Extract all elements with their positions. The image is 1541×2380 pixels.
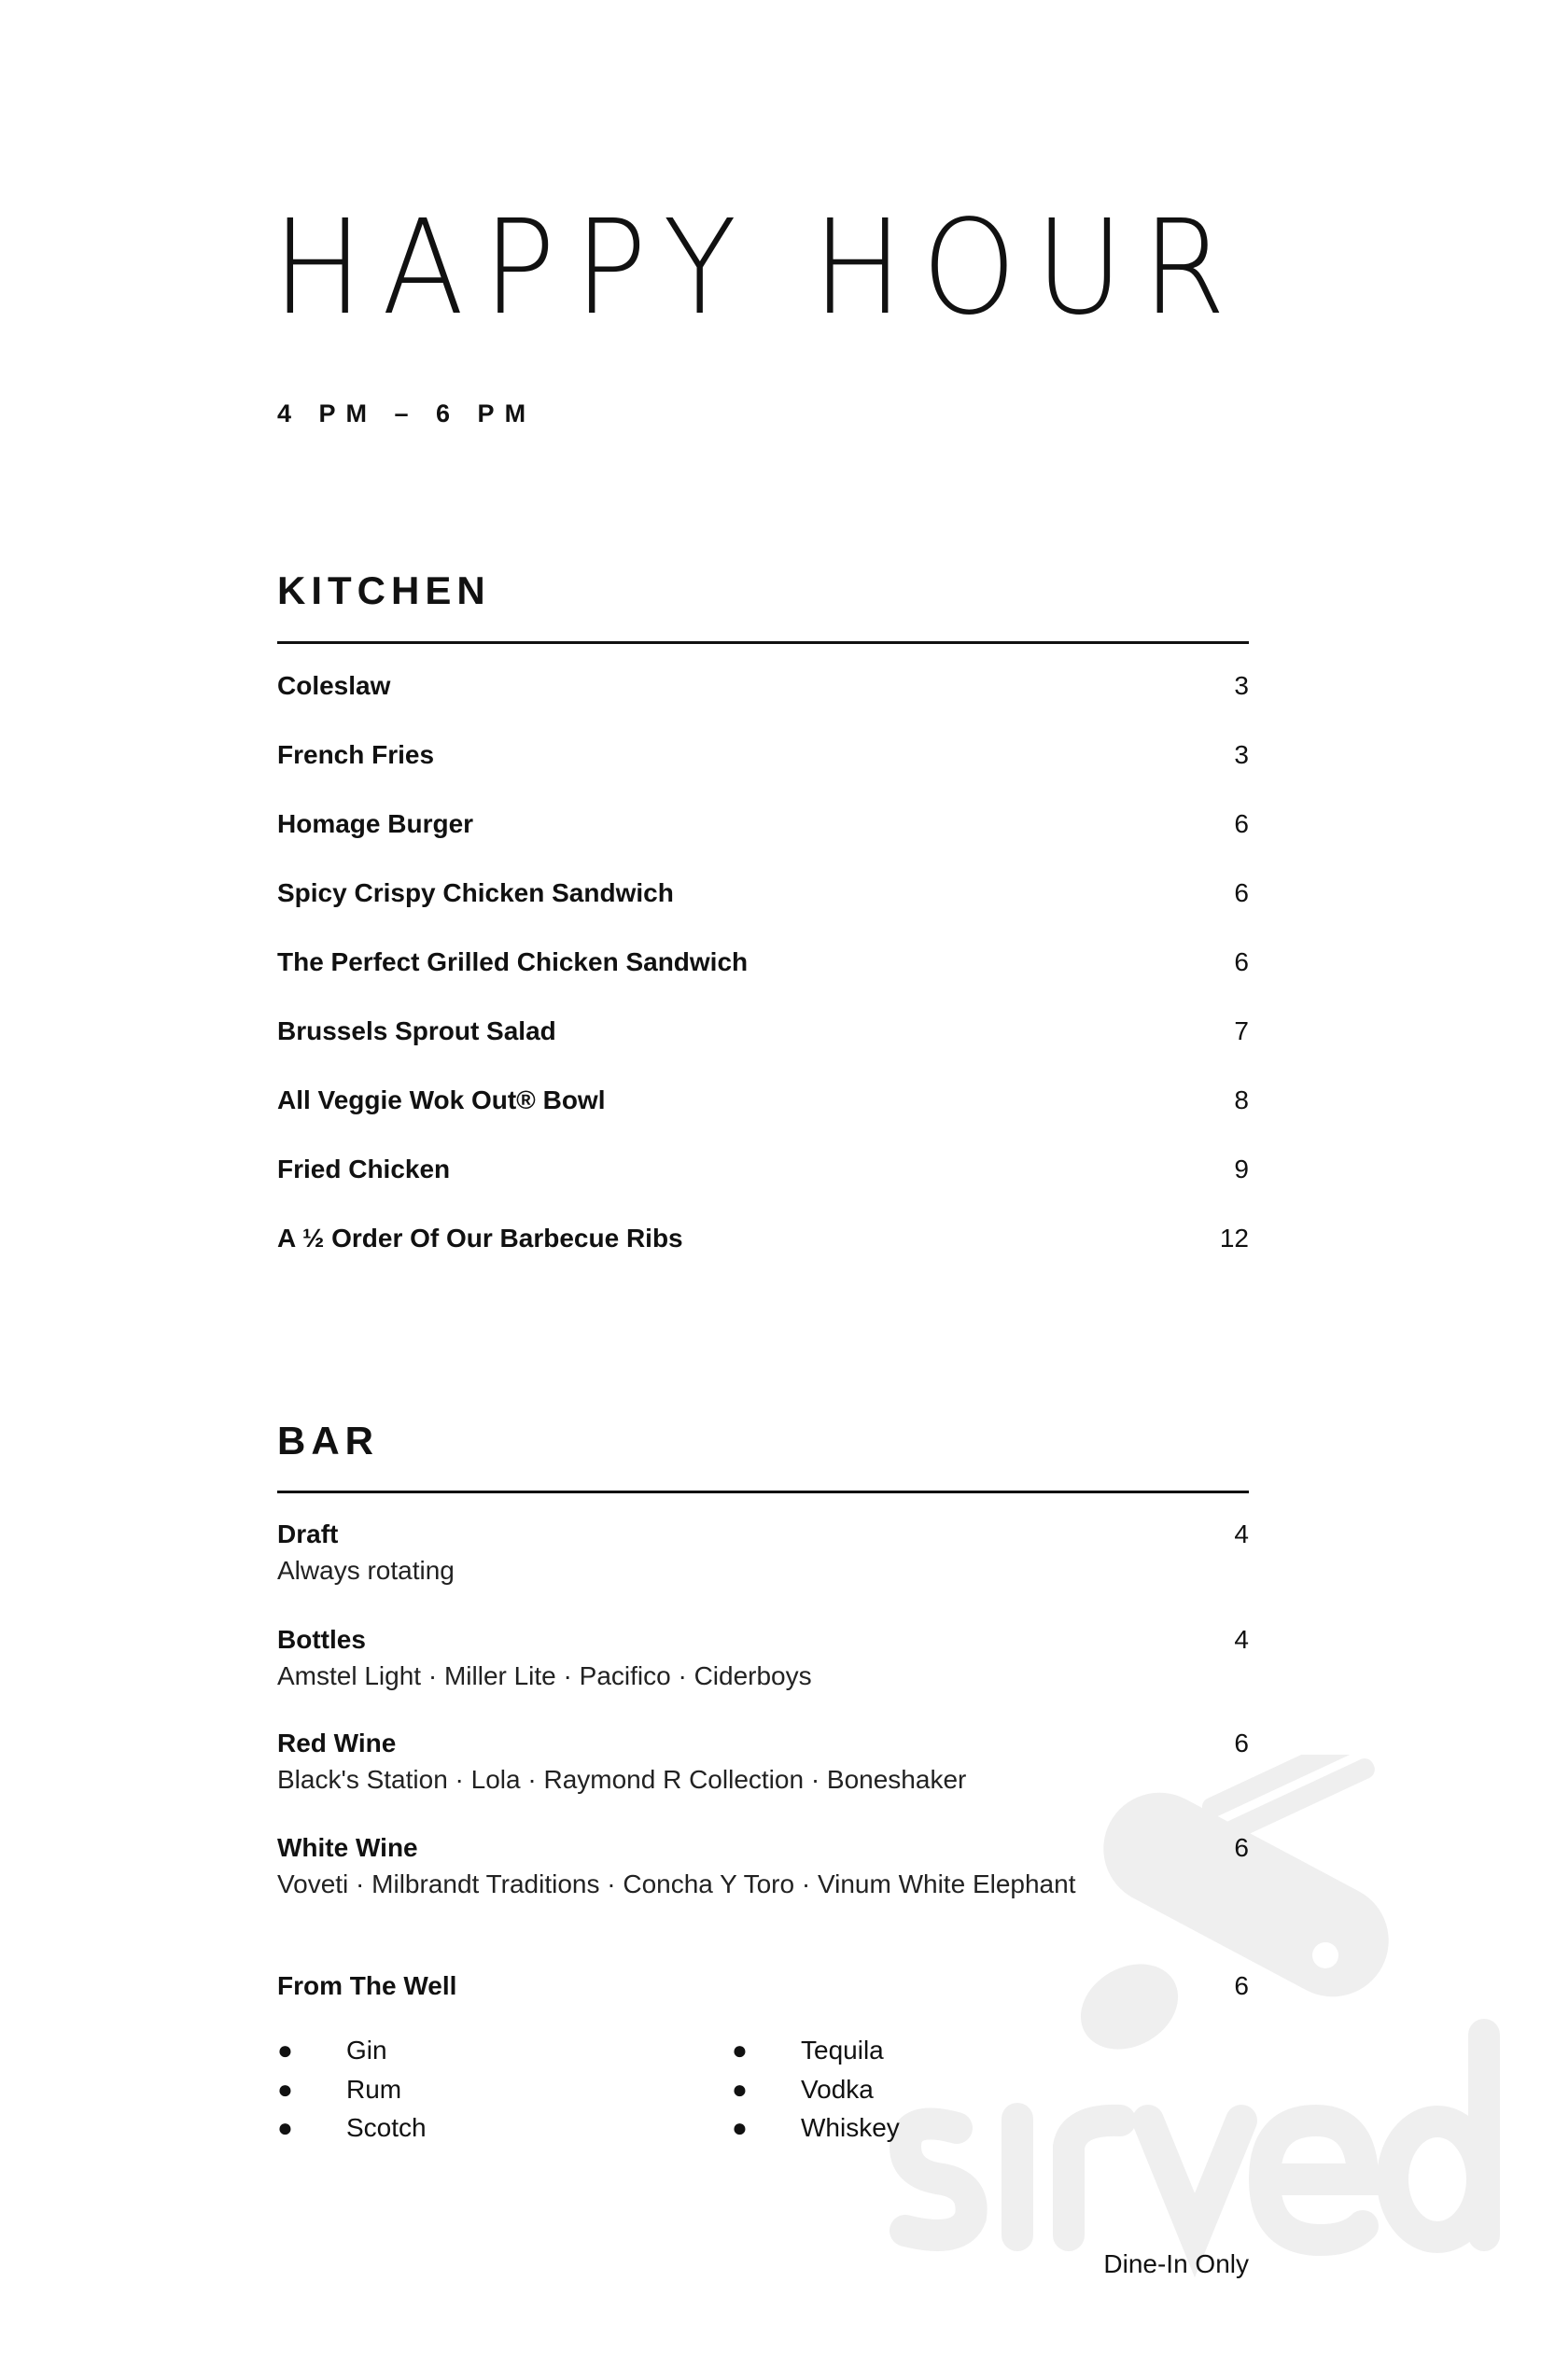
item-name: From The Well — [277, 1971, 457, 2000]
bullet-icon: ● — [732, 2113, 748, 2142]
menu-item — [277, 742, 1249, 768]
sirved-logo-lettering — [905, 2035, 1484, 2240]
item-price: 6 — [1234, 1729, 1249, 1757]
menu-item — [277, 673, 1249, 699]
menu-item — [277, 1018, 1249, 1044]
spirit: Gin — [346, 2036, 387, 2065]
bullet-icon: ● — [277, 2113, 293, 2142]
item-price: 3 — [1234, 740, 1249, 769]
item-name: White Wine — [277, 1833, 418, 1862]
spirit: Vodka — [801, 2075, 874, 2104]
menu-item — [277, 1087, 1249, 1113]
menu-item — [277, 1627, 1249, 1653]
item-price: 7 — [1234, 1016, 1249, 1045]
menu-item — [277, 1225, 1249, 1252]
page-title: HAPPY HOUR — [273, 192, 1245, 344]
dine-in-note: Dine-In Only — [1103, 2249, 1249, 2278]
item-name: Coleslaw — [277, 671, 391, 700]
kitchen-divider — [277, 641, 1249, 644]
fork-knife-spoon-icon — [1065, 1755, 1408, 2066]
item-name: The Perfect Grilled Chicken Sandwich — [277, 947, 749, 976]
spirit: Tequila — [801, 2036, 884, 2065]
menu-item — [277, 880, 1249, 906]
item-price: 6 — [1234, 878, 1249, 907]
spirit: Whiskey — [801, 2113, 900, 2142]
item-description: Amstel Light · Miller Lite · Pacifico · Ciderboys — [277, 1661, 812, 1690]
bullet-icon: ● — [277, 2075, 293, 2104]
item-price: 6 — [1234, 1971, 1249, 2000]
menu-item — [277, 811, 1249, 837]
menu-item — [277, 1156, 1249, 1183]
sirved-watermark — [868, 1755, 1521, 2277]
item-name: Red Wine — [277, 1729, 397, 1757]
hours: 4 PM – 6 PM — [277, 399, 537, 427]
item-name: French Fries — [277, 740, 435, 769]
spirit: Scotch — [346, 2113, 427, 2142]
item-price: 4 — [1234, 1625, 1249, 1654]
item-name: Draft — [277, 1519, 339, 1548]
item-name: Brussels Sprout Salad — [277, 1016, 556, 1045]
item-name: A ½ Order Of Our Barbecue Ribs — [277, 1224, 683, 1253]
menu-item-well — [277, 1973, 1249, 1999]
bullet-icon: ● — [732, 2036, 748, 2065]
bar-heading: BAR — [277, 1419, 379, 1463]
menu-item — [277, 1835, 1249, 1861]
item-price: 12 — [1219, 1224, 1249, 1253]
menu-item — [277, 949, 1249, 975]
item-description: Always rotating — [277, 1556, 455, 1585]
item-description: Black's Station · Lola · Raymond R Collection · Boneshaker — [277, 1765, 967, 1794]
spirit: Rum — [346, 2075, 402, 2104]
item-price: 3 — [1234, 671, 1249, 700]
item-name: All Veggie Wok Out® Bowl — [277, 1085, 606, 1114]
item-name: Spicy Crispy Chicken Sandwich — [277, 878, 674, 907]
item-name: Homage Burger — [277, 809, 474, 838]
item-name: Bottles — [277, 1625, 366, 1654]
menu-item — [277, 1730, 1249, 1757]
item-price: 6 — [1234, 809, 1249, 838]
bullet-icon: ● — [277, 2036, 293, 2065]
item-name: Fried Chicken — [277, 1155, 451, 1183]
bullet-icon: ● — [732, 2075, 748, 2104]
item-price: 8 — [1234, 1085, 1249, 1114]
item-price: 4 — [1234, 1519, 1249, 1548]
item-price: 6 — [1234, 1833, 1249, 1862]
kitchen-heading: KITCHEN — [277, 568, 491, 612]
item-description: Voveti · Milbrandt Traditions · Concha Y Toro · Vinum White Elephant — [277, 1869, 1076, 1898]
item-price: 6 — [1234, 947, 1249, 976]
bar-divider — [277, 1491, 1249, 1493]
item-price: 9 — [1234, 1155, 1249, 1183]
menu-item — [277, 1521, 1249, 1547]
